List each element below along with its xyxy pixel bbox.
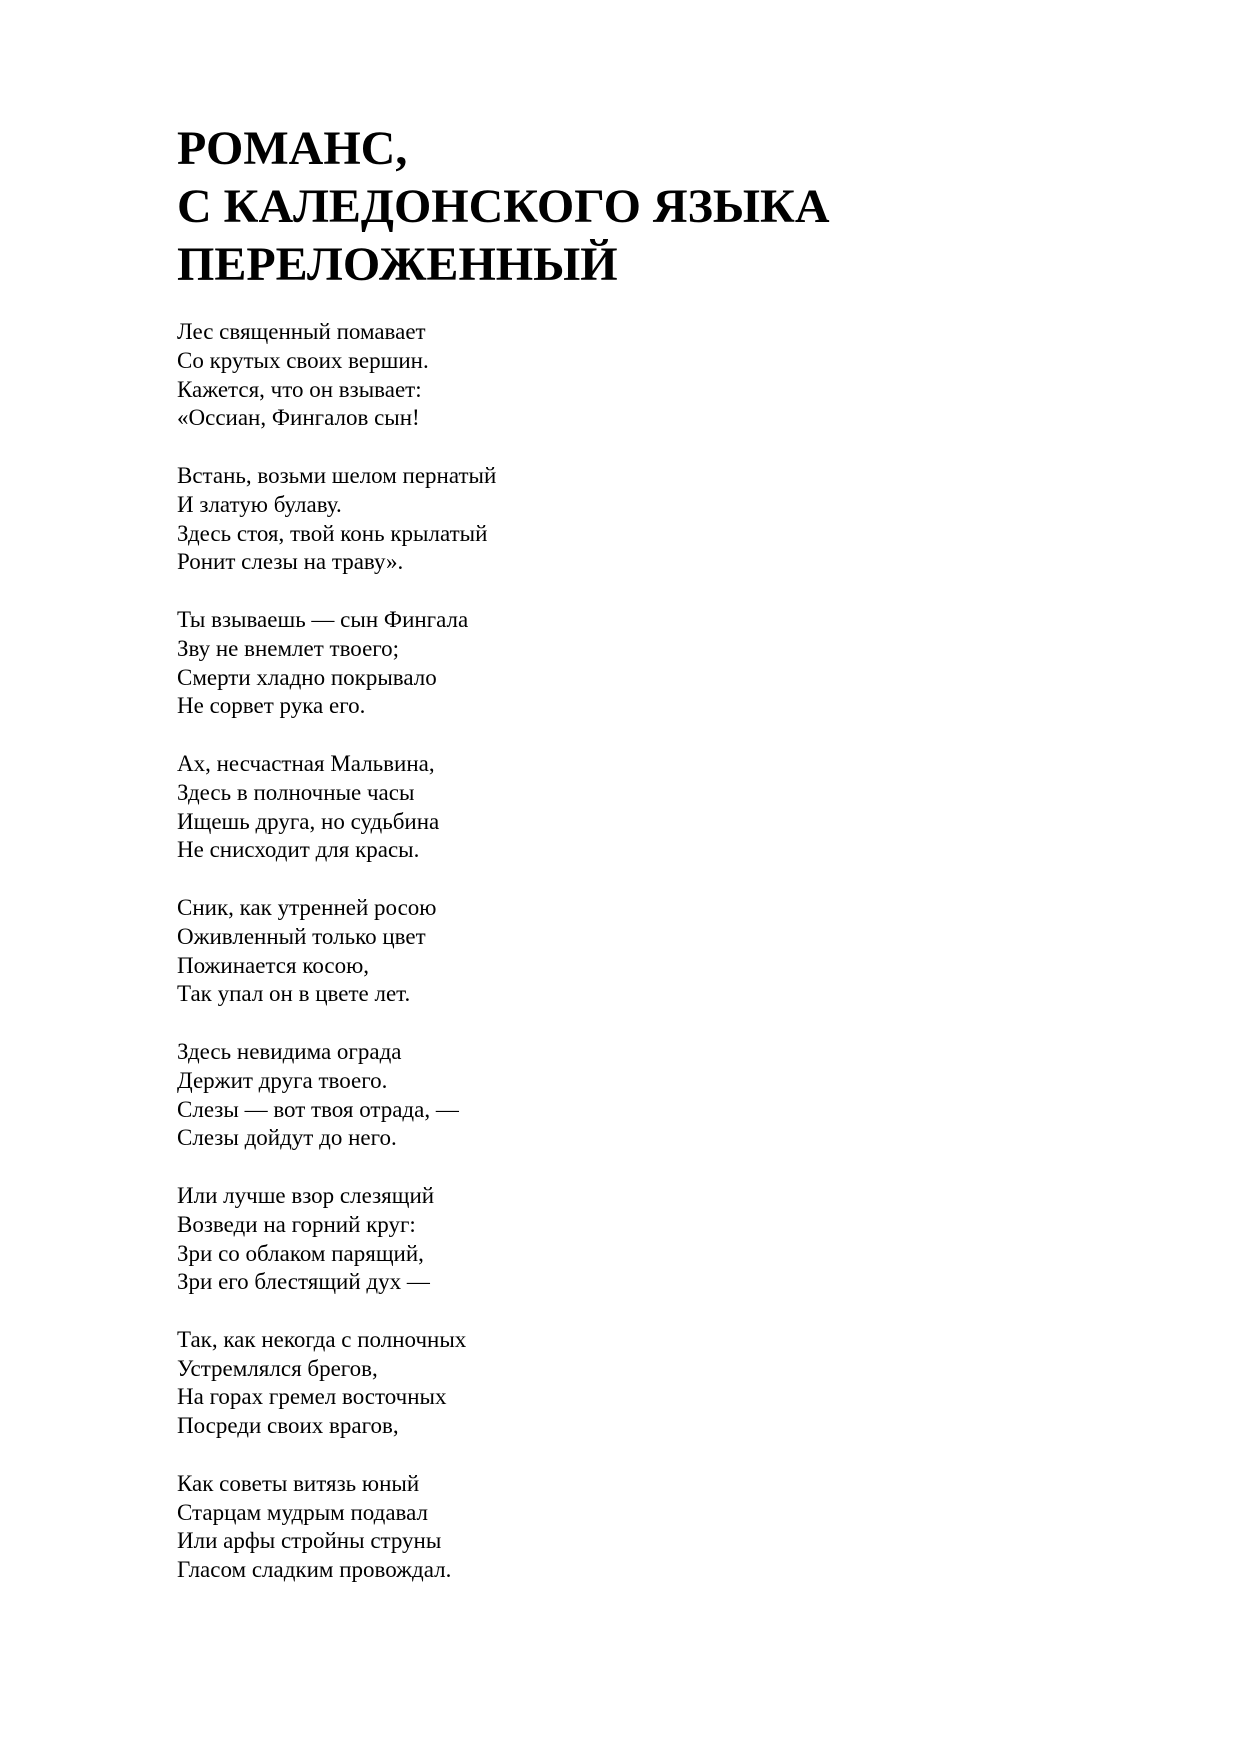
poem-line: Здесь невидима ограда	[177, 1038, 402, 1064]
stanza-4	[177, 750, 496, 865]
poem-line: Со крутых своих вершин.	[177, 347, 429, 373]
poem-line: Старцам мудрым подавал	[177, 1499, 428, 1525]
poem-line: Слезы дойдут до него.	[177, 1125, 397, 1151]
title-line-1: РОМАНС,	[177, 122, 408, 175]
poem-line: Ах, несчастная Мальвина,	[177, 750, 435, 776]
poem-line: Здесь стоя, твой конь крылатый	[177, 520, 488, 546]
title-line-3: ПЕРЕЛОЖЕННЫЙ	[177, 238, 618, 291]
poem-line: Здесь в полночные часы	[177, 779, 415, 805]
stanza-7	[177, 1182, 496, 1297]
poem-line: Ронит слезы на траву».	[177, 549, 404, 575]
poem-line: Возведи на горний круг:	[177, 1211, 416, 1237]
poem-line: Как советы витязь юный	[177, 1470, 420, 1496]
stanza-1	[177, 318, 496, 433]
stanza-8	[177, 1326, 496, 1441]
poem-line: Оживленный только цвет	[177, 923, 426, 949]
stanza-9	[177, 1470, 496, 1585]
poem-line: Не сорвет рука его.	[177, 693, 366, 719]
poem-line: На горах гремел восточных	[177, 1384, 447, 1410]
poem-line: Кажется, что он взывает:	[177, 376, 422, 402]
poem-line: Гласом сладким провождал.	[177, 1557, 452, 1583]
poem-line: Посреди своих врагов,	[177, 1413, 399, 1439]
stanza-2	[177, 462, 496, 577]
stanza-6	[177, 1038, 496, 1153]
poem-line: Смерти хладно покрывало	[177, 664, 437, 690]
poem-line: И златую булаву.	[177, 491, 342, 517]
poem-line: Слезы — вот твоя отрада, —	[177, 1096, 459, 1122]
poem-line: Или арфы стройны струны	[177, 1528, 442, 1554]
title-line-2: С КАЛЕДОНСКОГО ЯЗЫКА	[177, 180, 830, 233]
poem-line: Держит друга твоего.	[177, 1067, 388, 1093]
stanza-3	[177, 606, 496, 721]
poem-line: «Оссиан, Фингалов сын!	[177, 405, 420, 431]
poem-line: Или лучше взор слезящий	[177, 1182, 435, 1208]
poem-line: Встань, возьми шелом пернатый	[177, 462, 497, 488]
poem-line: Сник, как утренней росою	[177, 894, 437, 920]
stanza-5	[177, 894, 496, 1009]
poem-line: Зри его блестящий дух —	[177, 1269, 430, 1295]
poem-line: Пожинается косою,	[177, 952, 370, 978]
poem-line: Ищешь друга, но судьбина	[177, 808, 440, 834]
poem-line: Так, как некогда с полночных	[177, 1326, 467, 1352]
poem-line: Зри со облаком парящий,	[177, 1240, 424, 1266]
poem-title	[177, 120, 830, 294]
poem-body	[177, 318, 496, 1614]
poem-line: Лес священный помавает	[177, 319, 426, 344]
poem-line: Ты взываешь — сын Фингала	[177, 606, 469, 632]
poem-line: Устремлялся брегов,	[177, 1355, 378, 1381]
poem-line: Зву не внемлет твоего;	[177, 635, 400, 661]
poem-line: Так упал он в цвете лет.	[177, 981, 411, 1007]
poem-line: Не снисходит для красы.	[177, 837, 420, 863]
